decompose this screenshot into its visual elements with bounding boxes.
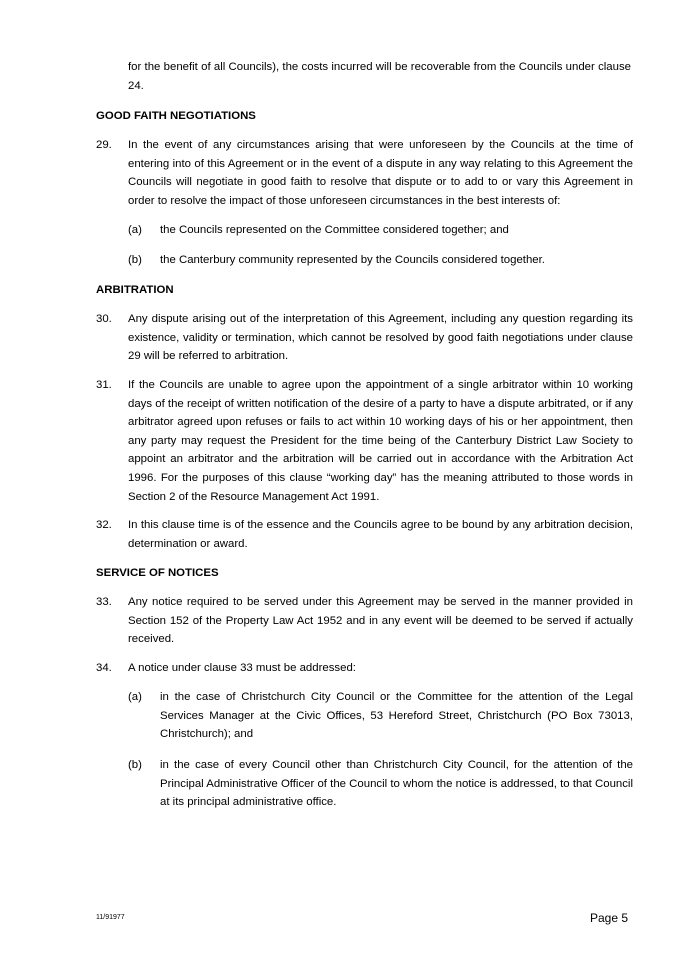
clause-34a-text: in the case of Christchurch City Council or the Committee for the attention of the Legal Services Manager at the Civic Offices, 53 Hereford Street, Christchurch (PO Box 73013, Christchurch); and [160,691,633,741]
clause-29-number: 29. [96,139,112,151]
footer-document-reference: 11/91977 [96,914,125,921]
clause-30-number: 30. [96,313,112,325]
clause-29b-label: (b) [128,254,142,266]
clause-29-text: In the event of any circumstances arising that were unforeseen by the Councils at the time of entering into of this Agreement or in the event of a dispute in any way relating to this Agreement the Councils will negotiate in good faith to resolve that dispute or to add to or vary this Agreement in order to resolve the impact of those unforeseen circumstances in the best interests of: [128,139,633,207]
clause-30-text: Any dispute arising out of the interpretation of this Agreement, including any question regarding its existence, validity or termination, which cannot be resolved by good faith negotiations under clause 29 will be referred to arbitration. [128,313,633,363]
clause-29b-text: the Canterbury community represented by the Councils considered together. [160,254,545,266]
clause-31-text: If the Councils are unable to agree upon the appointment of a single arbitrator within 10 working days of the receipt of written notification of the desire of a party to have a dispute arbitrated, or if any arbitrator agreed upon refuses or fails to act within 10 working days of his or her appointment, then any party may request the President for the time being of the Canterbury District Law Society to appoint an arbitrator and the arbitration will be carried out in accordance with the Arbitration Act 1996. For the purposes of this clause “working day” has the meaning attributed to those words in Section 2 of the Resource Management Act 1991. [128,379,633,503]
clause-32-text: In this clause time is of the essence and the Councils agree to be bound by any arbitration decision, determination or award. [128,519,633,550]
clause-34-text: A notice under clause 33 must be addressed: [128,662,356,674]
clause-34-number: 34. [96,662,112,674]
clause-34b-text: in the case of every Council other than Christchurch City Council, for the attention of the Principal Administrative Officer of the Council to whom the notice is addressed, to that Council at its principal administrative office. [160,759,633,809]
clause-32-number: 32. [96,519,112,531]
footer-page-number: Page 5 [590,911,629,925]
heading-service-of-notices: SERVICE OF NOTICES [96,567,219,579]
clause-29a-label: (a) [128,224,142,236]
heading-good-faith-negotiations: GOOD FAITH NEGOTIATIONS [96,110,256,122]
clause-33-number: 33. [96,596,112,608]
clause-29a-text: the Councils represented on the Committee considered together; and [160,224,509,236]
clause-34b-label: (b) [128,759,142,771]
clause-31-number: 31. [96,379,112,391]
heading-arbitration: ARBITRATION [96,284,174,296]
continued-paragraph: for the benefit of all Councils), the costs incurred will be recoverable from the Councils under clause 24. [128,61,631,92]
clause-34a-label: (a) [128,691,142,703]
clause-33-text: Any notice required to be served under this Agreement may be served in the manner provided in Section 152 of the Property Law Act 1952 and in any event will be deemed to be served if actually received. [128,596,633,646]
